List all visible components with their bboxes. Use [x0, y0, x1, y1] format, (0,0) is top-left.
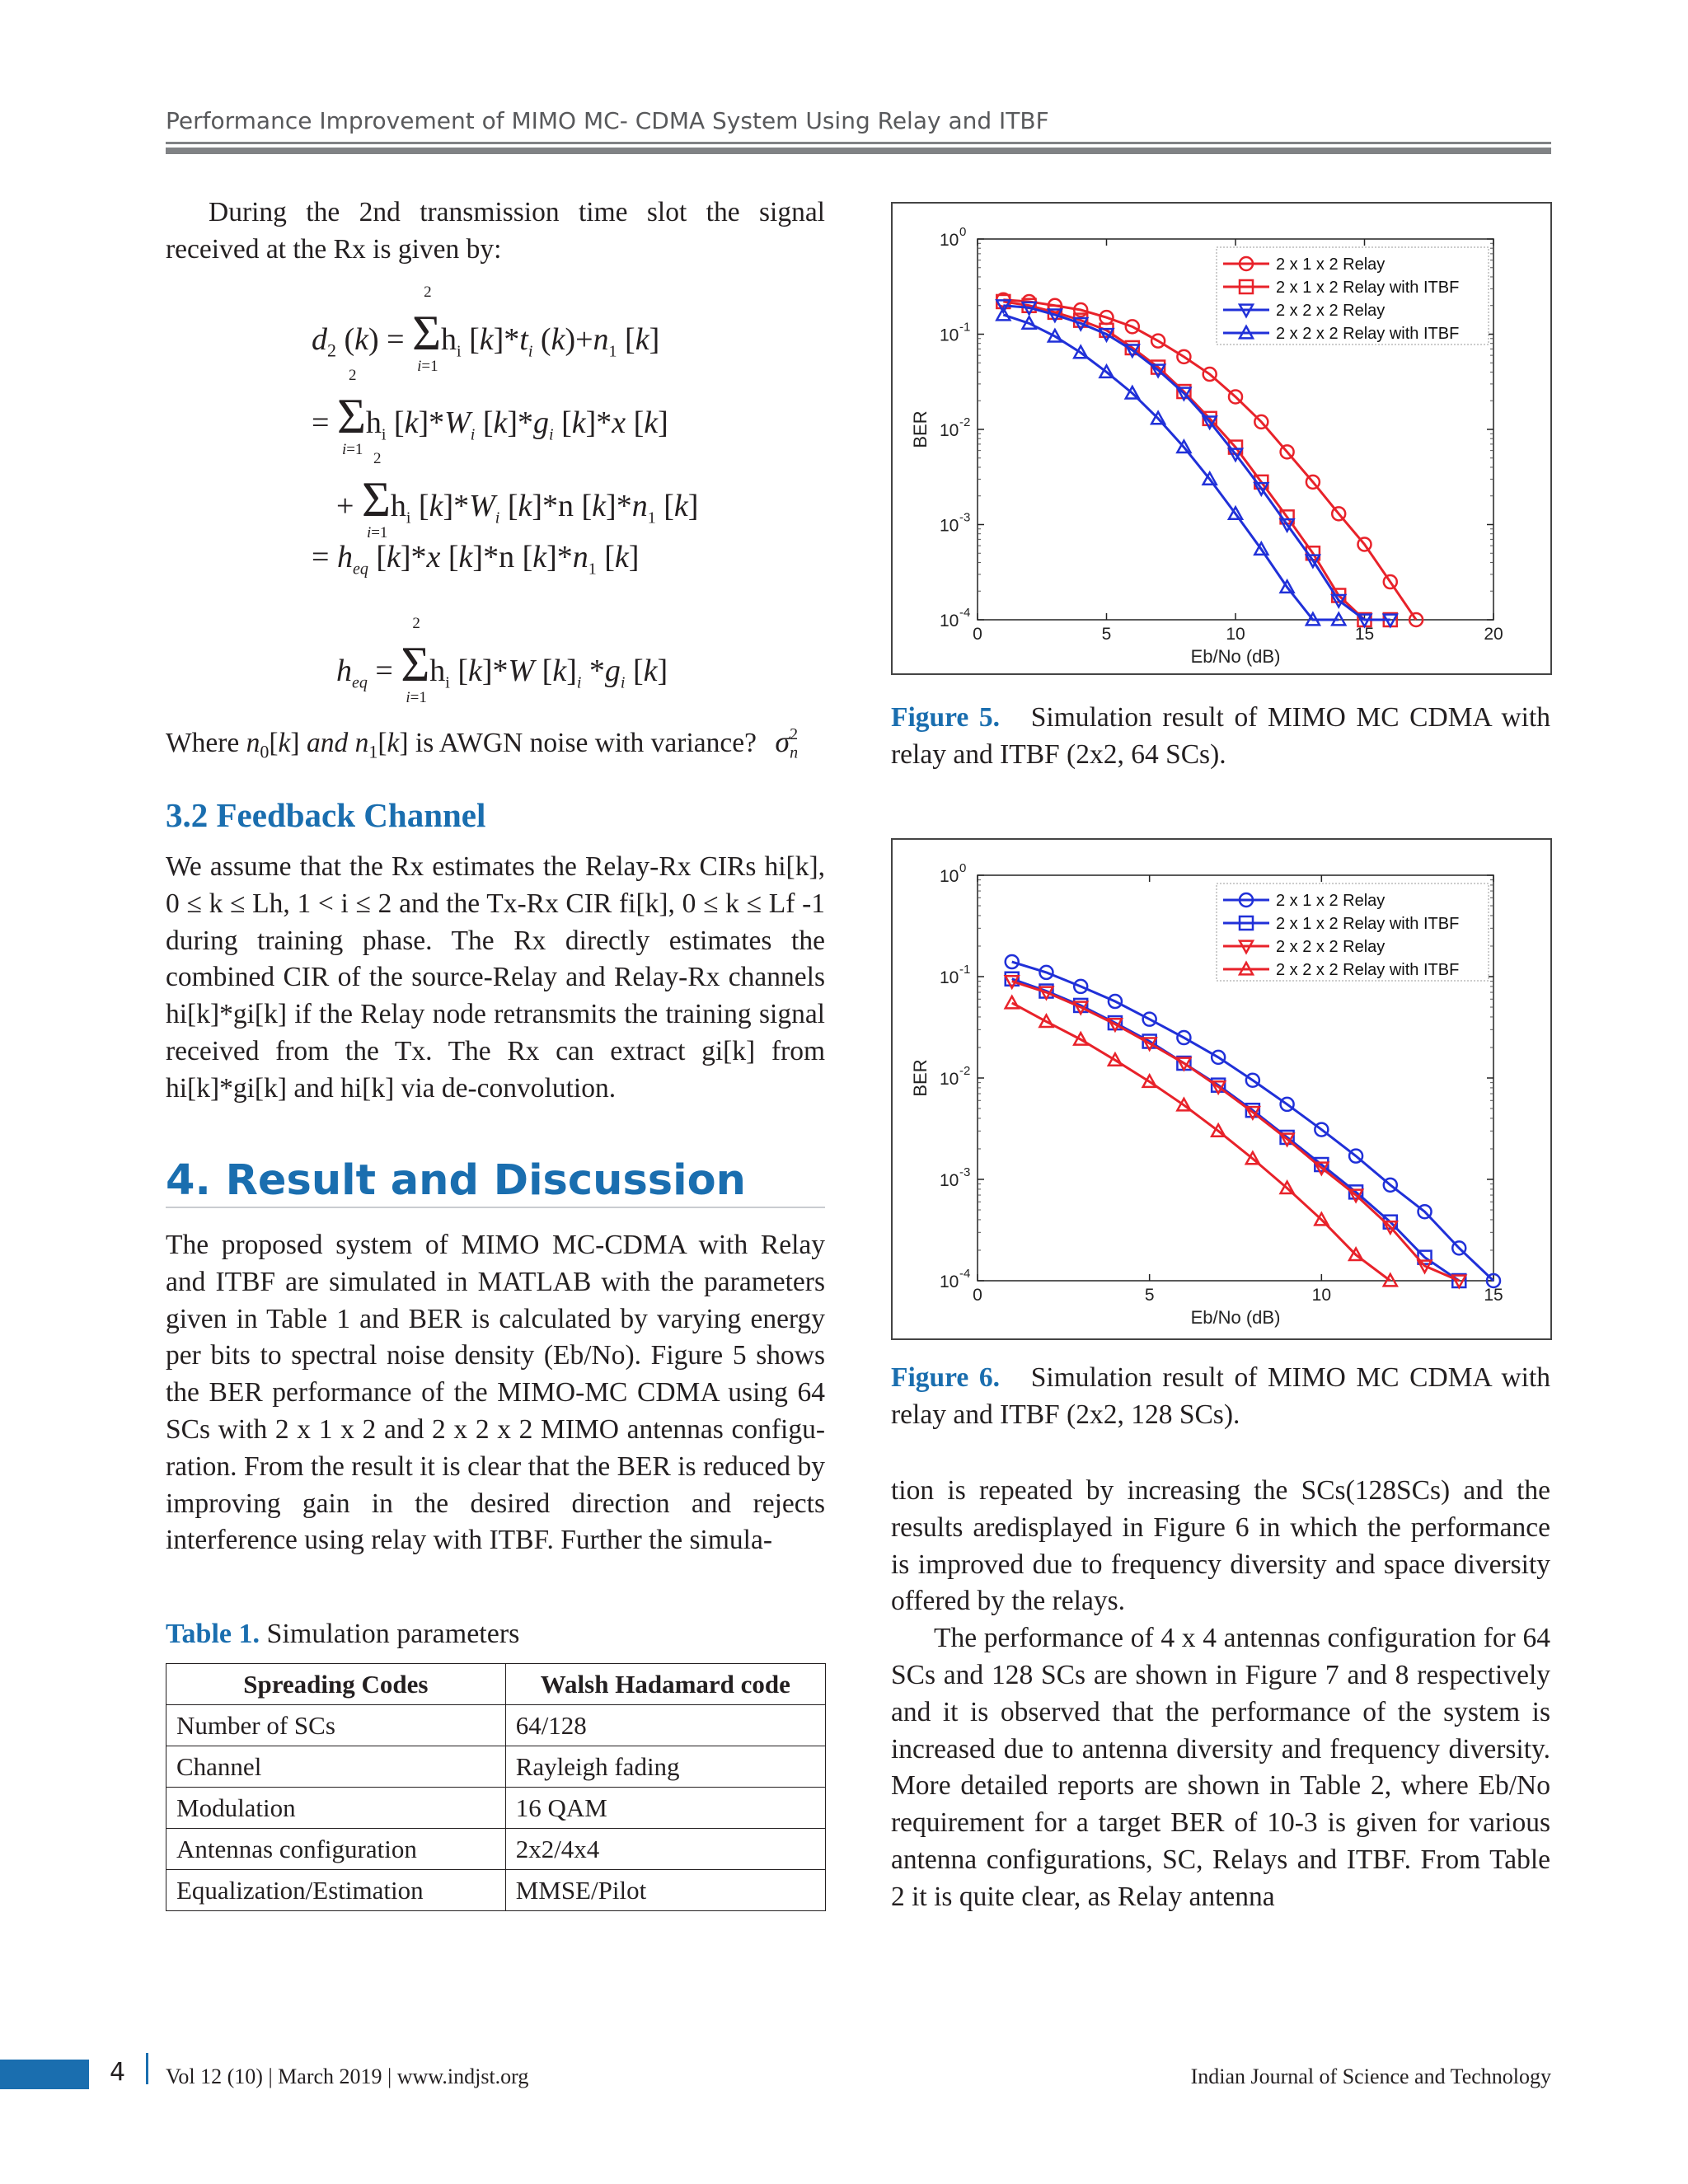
- y-tick-exponent: -4: [959, 606, 971, 620]
- legend-entry: 2 x 1 x 2 Relay with ITBF: [1276, 279, 1460, 297]
- x-tick-label: 0: [973, 625, 982, 644]
- table-header-row: [166, 1664, 826, 1705]
- x-tick-label: 15: [1354, 625, 1375, 644]
- table-cell: Modulation: [166, 1788, 506, 1829]
- y-tick-exponent: -3: [959, 510, 971, 525]
- figure-5-frame: [891, 202, 1552, 675]
- series-line: [1012, 979, 1460, 1281]
- figure-6-chart: [893, 840, 1550, 1338]
- x-tick-label: 20: [1484, 625, 1503, 644]
- y-tick-exponent: -1: [959, 320, 971, 335]
- noise-text-variance: is AWGN noise with variance?: [415, 728, 757, 758]
- legend-entry: 2 x 2 x 2 Relay: [1276, 302, 1386, 320]
- table-1-title: Simulation parameters: [266, 1619, 520, 1649]
- table-cell: Rayleigh fading: [505, 1746, 825, 1788]
- footer-separator: [146, 2053, 148, 2084]
- header-rule-thick: [166, 148, 1551, 154]
- equation-1: $d_2$ (k) = 2 Σ i=1 $h_i$ $[k]*t_i$ $(k)+n_1$ [k]: [312, 284, 660, 375]
- section-4-rule: [166, 1207, 825, 1208]
- footer-accent-bar: [0, 2060, 89, 2089]
- table-cell: Antennas configuration: [166, 1829, 506, 1870]
- table-cell: 2x2/4x4: [505, 1829, 825, 1870]
- intro-paragraph: [166, 194, 825, 269]
- x-tick-label: 10: [1226, 625, 1245, 644]
- section-4-paragraph: [166, 1227, 825, 1559]
- footer-volume-info: Vol 12 (10) | March 2019 | www.indjst.org: [166, 2064, 529, 2088]
- legend-entry: 2 x 2 x 2 Relay: [1276, 938, 1386, 956]
- equation-3: + 2 Σ i=1 $h_i$ $[k]*W_i$ [k]*n $[k]*n_1$ [k]: [336, 450, 699, 541]
- table-cell: Channel: [166, 1746, 506, 1788]
- y-tick-label: 10: [940, 1070, 959, 1089]
- footer-journal-name: Indian Journal of Science and Technology: [1190, 2064, 1551, 2088]
- table-1-label: Table 1.: [166, 1619, 260, 1649]
- series-4: [996, 308, 1345, 625]
- noise-sentence: Where $n_0[k]$ and $n_1[k]$ is AWGN noise with variance? σ 2 $_n$: [166, 725, 799, 762]
- table-row: [166, 1705, 826, 1746]
- data-point: [1006, 996, 1019, 1008]
- y-axis-label: BER: [910, 410, 931, 448]
- series-line: [1012, 982, 1460, 1281]
- section-3-2-heading: 3.2 Feedback Channel: [166, 796, 486, 834]
- data-point: [1452, 1276, 1465, 1287]
- figure-5-caption: [891, 700, 1550, 774]
- y-tick-exponent: -3: [959, 1165, 971, 1179]
- table-row: [166, 1788, 826, 1829]
- x-tick-label: 5: [1144, 1286, 1155, 1305]
- page-number: 4: [110, 2058, 126, 2087]
- figure-6-caption: [891, 1360, 1550, 1434]
- intro-text: During the 2nd transmission time slot the signal received at the Rx is given by:: [166, 197, 825, 265]
- series-line: [1012, 1003, 1390, 1281]
- y-tick-exponent: -2: [959, 1064, 971, 1078]
- table-cell: Equalization/Estimation: [166, 1870, 506, 1911]
- section-4-text: The proposed system of MIMO MC-CDMA with Relay and ITBF are simulated in MATLAB with the parameters given in Table 1 and BER is calculated by varying energy per bits to spectral noise density (Eb/No). Figure 5 shows the BER performance of the MIMO-MC CDMA using 64 SCs with 2 x 1 x 2 and 2 x 2 x 2 MIMO antennas configu-ration. From the result it is clear that the BER is reduced by improving gain in the desired direction and rejects interference using relay with ITBF. Further the simula-: [166, 1230, 825, 1556]
- series-2: [1006, 972, 1466, 1287]
- legend-entry: 2 x 1 x 2 Relay with ITBF: [1276, 915, 1460, 933]
- series-line: [1003, 315, 1339, 620]
- section-3-2-text: We assume that the Rx estimates the Relay-Rx CIRs hi[k], 0 ≤ k ≤ Lh, 1 < i ≤ 2 and the Tx-Rx CIR fi[k], 0 ≤ k ≤ Lf -1 during training phase. The Rx directly estimates the combined CIR of the source-Relay and Relay-Rx channels hi[k]*gi[k] if the Relay node retransmits the training signal received from the Tx. The Rx can extract gi[k] from hi[k]*gi[k] and hi[k] via de-convolution.: [166, 851, 825, 1104]
- legend-entry: 2 x 2 x 2 Relay with ITBF: [1276, 325, 1460, 343]
- table-cell: 64/128: [505, 1705, 825, 1746]
- simulation-parameters-table: [166, 1663, 826, 1911]
- y-tick-label: 10: [940, 231, 959, 250]
- section-4-heading: 4. Result and Discussion: [166, 1156, 746, 1205]
- antenna-paragraph: The performance of 4 x 4 antennas configuration for 64 SCs and 128 SCs are shown in Figure 7 and 8 respectively and it is observed that the performance of the system is increased due to antenna diversity and frequency diversity. More detailed reports are shown in Table 2, where Eb/No requirement for a target BER of 10-3 is given for various antenna configurations, SC, Relays and ITBF. From Table 2 it is quite clear, as Relay antenna: [891, 1623, 1550, 1912]
- table-header-cell: Walsh Hadamard code: [505, 1664, 825, 1705]
- figure-6-caption-text: Simulation result of MIMO MC CDMA with relay and ITBF (2x2, 128 SCs).: [891, 1362, 1550, 1430]
- equation-5: $h_{eq}$ = 2 Σ i=1 $h_i$ [k]*W $[k]_i$ $*g_i$ [k]: [336, 615, 668, 706]
- table-cell: MMSE/Pilot: [505, 1870, 825, 1911]
- legend-entry: 2 x 2 x 2 Relay with ITBF: [1276, 961, 1460, 979]
- y-tick-label: 10: [940, 421, 959, 440]
- y-axis-label: BER: [910, 1059, 931, 1097]
- x-tick-label: 0: [973, 1286, 982, 1305]
- equation-2: = 2 Σ i=1 $h_i$ $[k]*W_i$ $[k]*g_i$ [k]*x [k]: [312, 367, 668, 458]
- equation-4: = $h_{eq}$ [k]*x [k]*n $[k]*n_1$ [k]: [312, 540, 640, 579]
- figure-6-frame: [891, 838, 1552, 1340]
- y-tick-label: 10: [940, 1171, 959, 1190]
- table-header-cell: Spreading Codes: [166, 1664, 506, 1705]
- y-tick-exponent: 0: [959, 861, 967, 875]
- series-line: [1003, 302, 1390, 620]
- figure-5-chart: [893, 204, 1550, 673]
- right-column-text: [891, 1473, 1550, 1916]
- noise-text-where: Where: [166, 728, 240, 758]
- y-tick-label: 10: [940, 516, 959, 536]
- y-tick-exponent: 0: [959, 225, 967, 239]
- series-3: [1006, 976, 1466, 1287]
- y-tick-label: 10: [940, 612, 959, 630]
- table-row: [166, 1746, 826, 1788]
- continuation-text: tion is repeated by increasing the SCs(128SCs) and the results aredisplayed in Figure 6 in which the performance is improved due to frequency diversity and space diversity offered by the relays.: [891, 1475, 1550, 1617]
- table-row: [166, 1870, 826, 1911]
- header-rule: [166, 142, 1551, 144]
- y-tick-label: 10: [940, 326, 959, 345]
- section-3-2-paragraph: [166, 849, 825, 1108]
- running-title: Performance Improvement of MIMO MC- CDMA System Using Relay and ITBF: [166, 107, 1049, 134]
- x-axis-label: Eb/No (dB): [1190, 646, 1281, 667]
- table-1-caption: [166, 1619, 519, 1650]
- series-line: [1003, 300, 1416, 620]
- figure-6-label: Figure 6.: [891, 1362, 1001, 1393]
- y-tick-label: 10: [940, 867, 959, 886]
- figure-5-caption-text: Simulation result of MIMO MC CDMA with relay and ITBF (2x2, 64 SCs).: [891, 702, 1550, 770]
- x-tick-label: 10: [1311, 1286, 1332, 1305]
- legend-entry: 2 x 1 x 2 Relay: [1276, 892, 1386, 910]
- y-tick-exponent: -1: [959, 963, 971, 977]
- x-tick-label: 15: [1484, 1286, 1503, 1305]
- y-tick-label: 10: [940, 968, 959, 987]
- y-tick-label: 10: [940, 1272, 959, 1291]
- figure-5-label: Figure 5.: [891, 702, 1001, 733]
- legend-entry: 2 x 1 x 2 Relay: [1276, 255, 1386, 274]
- table-cell: Number of SCs: [166, 1705, 506, 1746]
- table-row: [166, 1829, 826, 1870]
- x-tick-label: 5: [1101, 625, 1112, 644]
- table-cell: 16 QAM: [505, 1788, 825, 1829]
- y-tick-exponent: -2: [959, 415, 971, 429]
- y-tick-exponent: -4: [959, 1267, 971, 1281]
- x-axis-label: Eb/No (dB): [1190, 1307, 1281, 1328]
